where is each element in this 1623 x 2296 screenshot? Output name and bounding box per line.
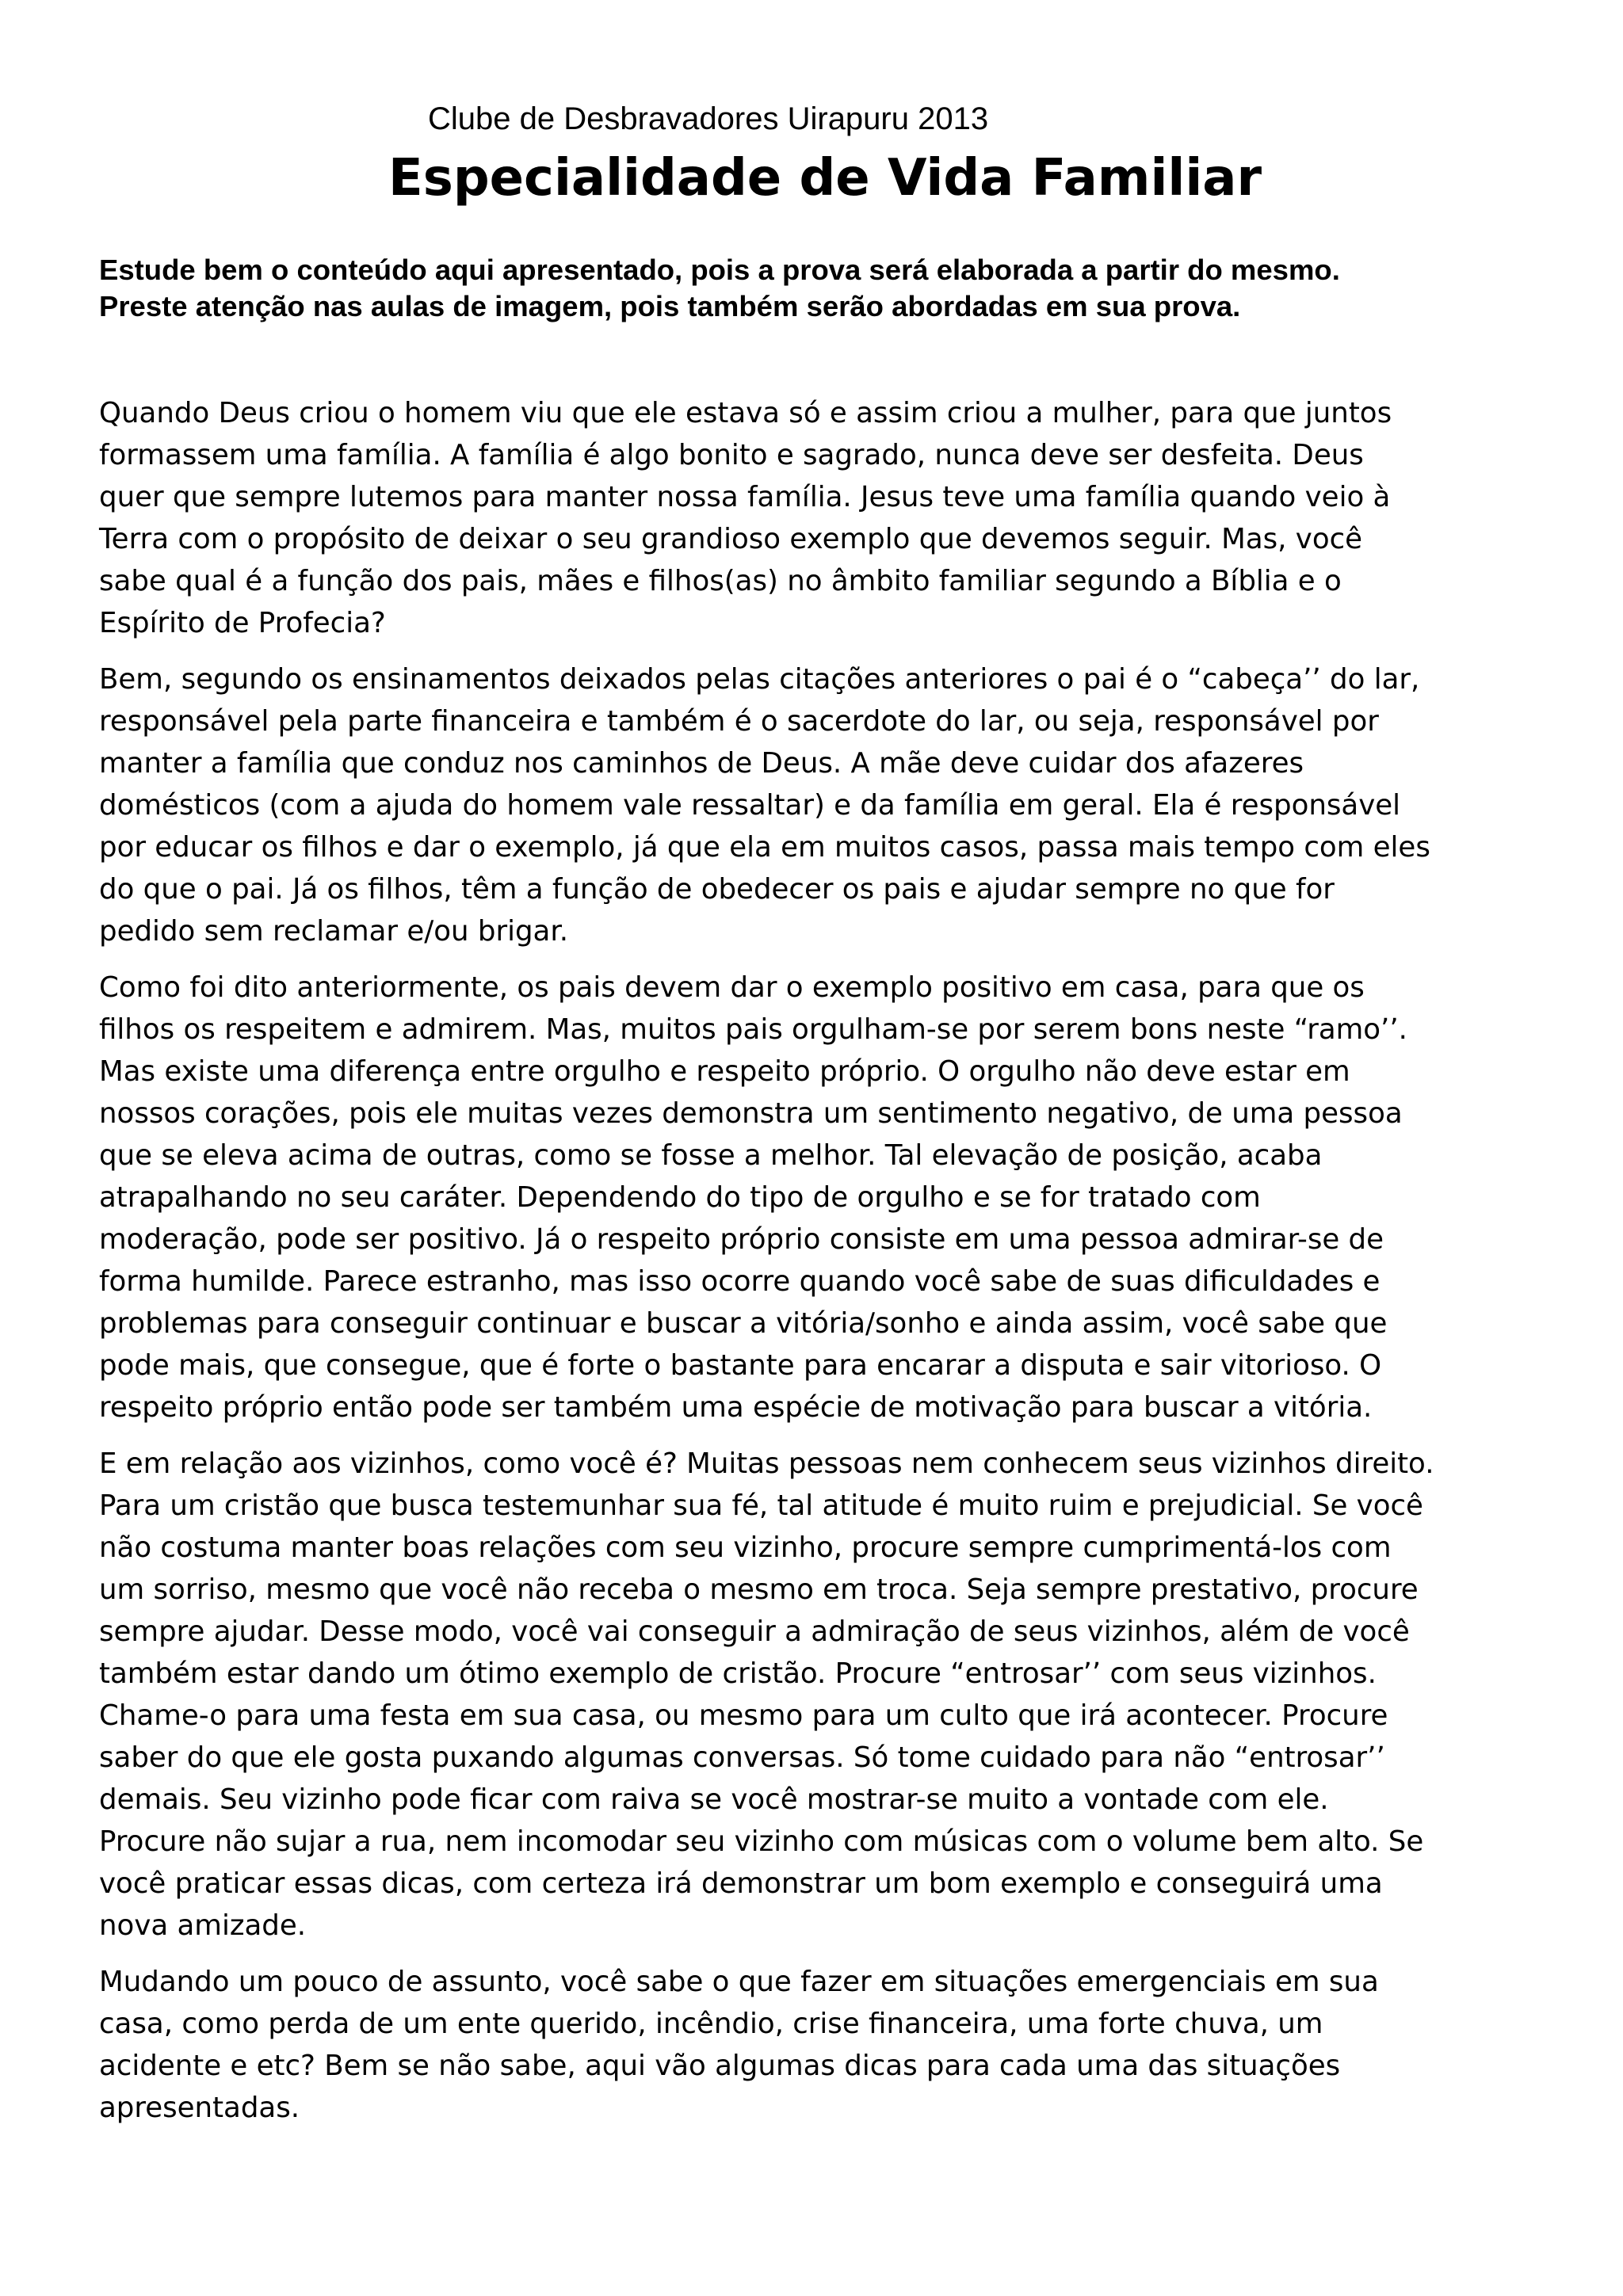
paragraph-line: que se eleva acima de outras, como se fosse a melhor. Tal elevação de posição, acaba	[99, 1139, 1323, 1172]
paragraph-line: formassem uma família. A família é algo bonito e sagrado, nunca deve ser desfeita. Deus	[99, 439, 1364, 471]
paragraph-line: você praticar essas dicas, com certeza irá demonstrar um bom exemplo e conseguirá uma	[99, 1867, 1383, 1900]
paragraph-line: casa, como perda de um ente querido, incêndio, crise financeira, uma forte chuva, um	[99, 2008, 1323, 2040]
paragraph-line: Como foi dito anteriormente, os pais devem dar o exemplo positivo em casa, para que os	[99, 971, 1365, 1004]
paragraph-line: Espírito de Profecia?	[99, 607, 386, 639]
paragraph	[99, 1443, 1541, 1947]
body-text	[99, 392, 1541, 2143]
paragraph-line: Mas existe uma diferença entre orgulho e respeito próprio. O orgulho não deve estar em	[99, 1055, 1350, 1088]
paragraph-line: demais. Seu vizinho pode ficar com raiva se você mostrar-se muito a vontade com ele.	[99, 1783, 1329, 1816]
paragraph-line: domésticos (com a ajuda do homem vale ressaltar) e da família em geral. Ela é responsável	[99, 789, 1401, 822]
intro-notice	[99, 252, 1557, 325]
paragraph-line: nossos corações, pois ele muitas vezes demonstra um sentimento negativo, de uma pessoa	[99, 1097, 1403, 1130]
paragraph-line: Quando Deus criou o homem viu que ele estava só e assim criou a mulher, para que juntos	[99, 397, 1392, 429]
intro-line: Preste atenção nas aulas de imagem, pois também serão abordadas em sua prova.	[99, 290, 1241, 322]
paragraph-line: apresentadas.	[99, 2092, 300, 2124]
paragraph-line: acidente e etc? Bem se não sabe, aqui vão algumas dicas para cada uma das situações	[99, 2050, 1341, 2082]
paragraph-line: sabe qual é a função dos pais, mães e filhos(as) no âmbito familiar segundo a Bíblia e o	[99, 565, 1342, 597]
paragraph-line: problemas para conseguir continuar e buscar a vitória/sonho e ainda assim, você sabe que	[99, 1307, 1388, 1340]
paragraph-line: E em relação aos vizinhos, como você é? Muitas pessoas nem conhecem seus vizinhos direito.	[99, 1447, 1434, 1480]
paragraph	[99, 392, 1541, 644]
paragraph-line: Chame-o para uma festa em sua casa, ou mesmo para um culto que irá acontecer. Procure	[99, 1699, 1388, 1732]
paragraph-line: atrapalhando no seu caráter. Dependendo do tipo de orgulho e se for tratado com	[99, 1181, 1261, 1214]
paragraph-line: responsável pela parte financeira e também é o sacerdote do lar, ou seja, responsável por	[99, 705, 1379, 738]
paragraph-line: respeito próprio então pode ser também uma espécie de motivação para buscar a vitória.	[99, 1391, 1373, 1424]
paragraph-line: Procure não sujar a rua, nem incomodar seu vizinho com músicas com o volume bem alto. Se	[99, 1825, 1424, 1858]
paragraph-line: moderação, pode ser positivo. Já o respeito próprio consiste em uma pessoa admirar-se de	[99, 1223, 1384, 1256]
paragraph	[99, 967, 1541, 1428]
paragraph-line: não costuma manter boas relações com seu vizinho, procure sempre cumprimentá-los com	[99, 1531, 1392, 1564]
club-header: Clube de Desbravadores Uirapuru 2013	[428, 101, 989, 136]
paragraph-line: filhos os respeitem e admirem. Mas, muitos pais orgulham-se por serem bons neste “ramo’’.	[99, 1013, 1407, 1046]
paragraph-line: manter a família que conduz nos caminhos de Deus. A mãe deve cuidar dos afazeres	[99, 747, 1304, 780]
paragraph-line: nova amizade.	[99, 1909, 307, 1942]
paragraph-line: um sorriso, mesmo que você não receba o mesmo em troca. Seja sempre prestativo, procure	[99, 1573, 1419, 1606]
paragraph-line: por educar os filhos e dar o exemplo, já que ela em muitos casos, passa mais tempo com eles	[99, 831, 1430, 864]
paragraph-line: também estar dando um ótimo exemplo de cristão. Procure “entrosar’’ com seus vizinhos.	[99, 1657, 1377, 1690]
paragraph-line: saber do que ele gosta puxando algumas conversas. Só tome cuidado para não “entrosar’’	[99, 1741, 1385, 1774]
paragraph-line: pode mais, que consegue, que é forte o bastante para encarar a disputa e sair vitorioso. O	[99, 1349, 1382, 1382]
paragraph-line: forma humilde. Parece estranho, mas isso ocorre quando você sabe de suas dificuldades e	[99, 1265, 1381, 1298]
paragraph-line: Mudando um pouco de assunto, você sabe o que fazer em situações emergenciais em sua	[99, 1966, 1379, 1998]
paragraph-line: Terra com o propósito de deixar o seu grandioso exemplo que devemos seguir. Mas, você	[99, 523, 1363, 555]
paragraph	[99, 1961, 1541, 2129]
paragraph-line: do que o pai. Já os filhos, têm a função de obedecer os pais e ajudar sempre no que for	[99, 873, 1335, 906]
intro-line: Estude bem o conteúdo aqui apresentado, pois a prova será elaborada a partir do mesmo.	[99, 254, 1340, 286]
paragraph	[99, 658, 1541, 952]
paragraph-line: pedido sem reclamar e/ou brigar.	[99, 915, 569, 948]
paragraph-line: Bem, segundo os ensinamentos deixados pelas citações anteriores o pai é o “cabeça’’ do lar,	[99, 663, 1420, 696]
paragraph-line: sempre ajudar. Desse modo, você vai conseguir a admiração de seus vizinhos, além de você	[99, 1615, 1410, 1648]
paragraph-line: Para um cristão que busca testemunhar sua fé, tal atitude é muito ruim e prejudicial. Se você	[99, 1489, 1423, 1522]
document-title: Especialidade de Vida Familiar	[388, 149, 1262, 208]
paragraph-line: quer que sempre lutemos para manter nossa família. Jesus teve uma família quando veio à	[99, 481, 1391, 513]
